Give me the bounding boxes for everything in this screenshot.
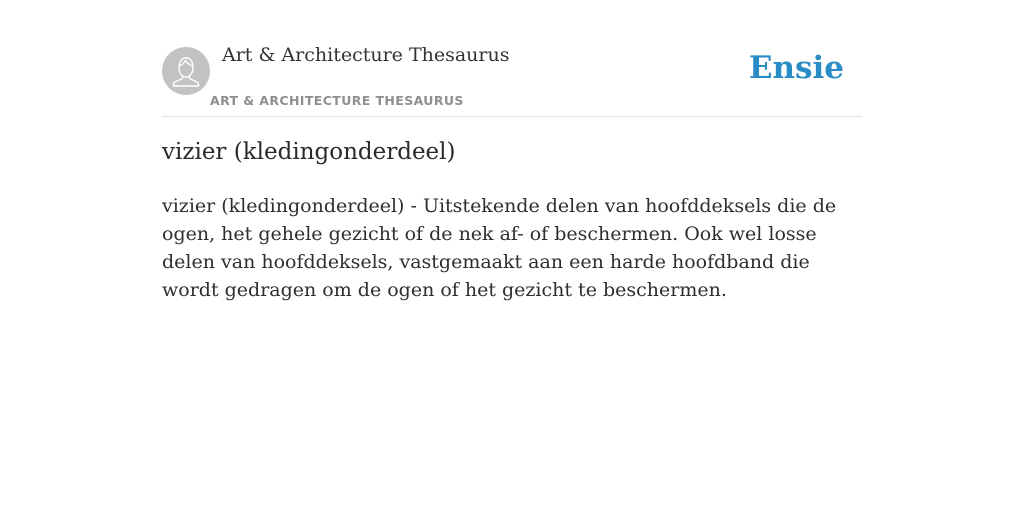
entry-header [162, 0, 862, 117]
entry-title: vizier (kledingonderdeel) [162, 139, 456, 165]
user-silhouette-icon [162, 47, 210, 95]
entry-definition: vizier (kledingonderdeel) - Uitstekende delen van hoofddeksels die de ogen, het gehele gezicht of de nek af- of beschermen. Ook wel losse delen van hoofddeksels, vastgemaakt aan een harde hoofdband die wordt gedragen om de ogen of het gezicht te beschermen. [162, 195, 837, 301]
author-subtitle[interactable]: ART & ARCHITECTURE THESAURUS [210, 93, 464, 108]
brand-logo[interactable]: Ensie [748, 50, 844, 86]
author-avatar[interactable] [162, 47, 210, 95]
author-name[interactable]: Art & Architecture Thesaurus [222, 44, 510, 66]
